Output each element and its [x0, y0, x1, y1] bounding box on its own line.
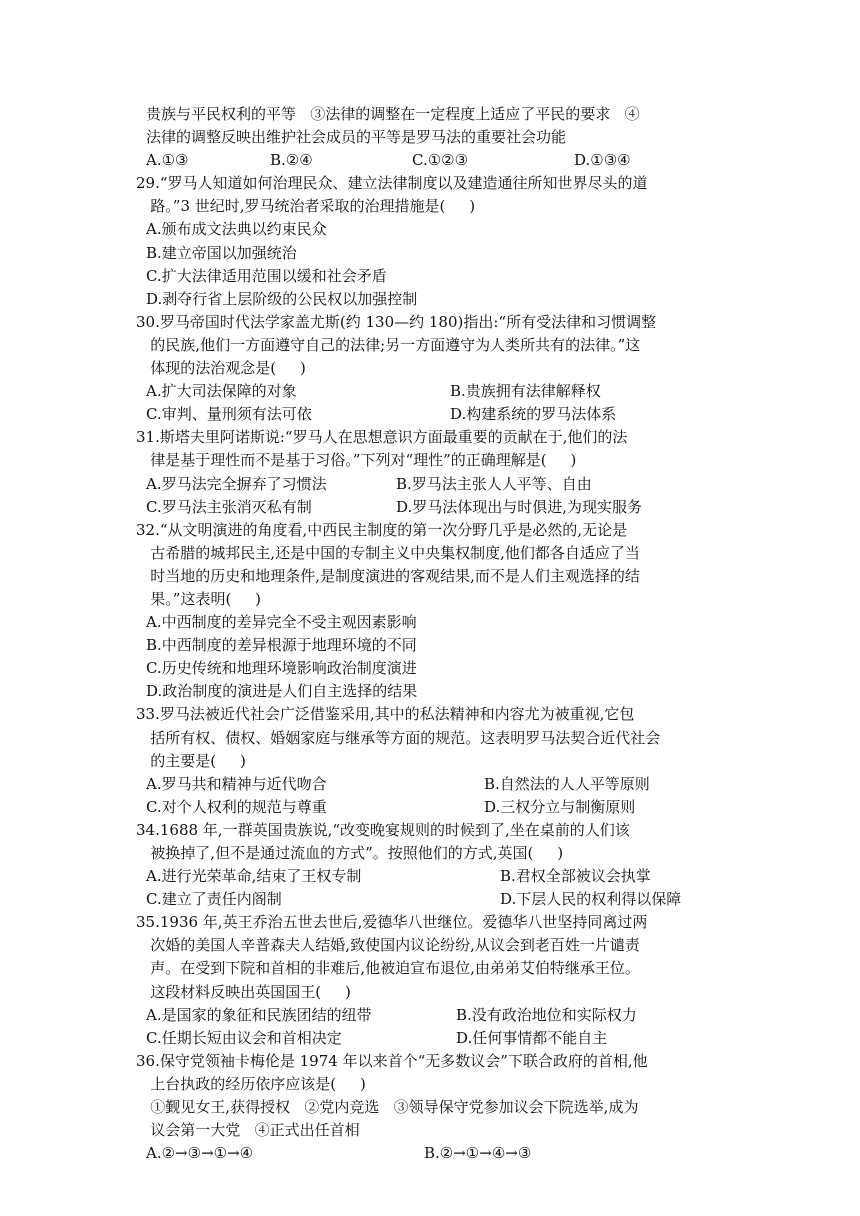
question-text-line: 31.斯塔夫里阿诺斯说:“罗马人在思想意识方面最重要的贡献在于,他们的法: [136, 428, 628, 447]
question-text-line: 议会第一大党 ④正式出任首相: [136, 1121, 360, 1140]
option-row: [146, 403, 746, 426]
question-text-line: 法律的调整反映出维护社会成员的平等是罗马法的重要社会功能: [146, 128, 567, 147]
question-text-line: 被换掉了,但不是通过流血的方式”。按照他们的方式,英国( ): [136, 844, 564, 862]
question-36: [136, 1050, 746, 1165]
question-text-line: 29.“罗马人知道如何治理民众、建立法律制度以及建造通往所知世界尽头的道: [136, 174, 648, 193]
question-text-line: 括所有权、债权、婚姻家庭与继承等方面的规范。这表明罗马法契合近代社会: [136, 728, 661, 747]
option-b[interactable]: B.君权全部被议会执掌: [500, 867, 651, 886]
option-b[interactable]: B.没有政治地位和实际权力: [456, 1005, 637, 1024]
option-d[interactable]: D.下层人民的权利得以保障: [500, 890, 682, 909]
question-32: [136, 519, 746, 704]
question-text-line: 次婚的美国人辛普森夫人结婚,致使国内议论纷纷,从议会到老百姓一片谴责: [136, 936, 640, 955]
question-text-line: 贵族与平民权利的平等 ③法律的调整在一定程度上适应了平民的要求 ④: [146, 105, 640, 123]
option-row: [146, 796, 746, 819]
option-c[interactable]: C.建立了责任内阁制: [146, 890, 282, 909]
option-d[interactable]: D.①③④: [574, 151, 631, 170]
option-d[interactable]: D.构建系统的罗马法体系: [450, 405, 617, 424]
question-text-line: 上台执政的经历依序应该是( ): [136, 1074, 366, 1093]
question-text-line: 声。在受到下院和首相的非难后,他被迫宣布退位,由弟弟艾伯特继承王位。: [136, 959, 640, 978]
option-c[interactable]: C.对个人权利的规范与尊重: [146, 797, 327, 816]
option-d[interactable]: D.三权分立与制衡原则: [484, 797, 636, 816]
option-a[interactable]: A.进行光荣革命,结束了王权专制: [146, 867, 362, 886]
option-a[interactable]: A.罗马共和精神与近代吻合: [146, 774, 327, 793]
option-a[interactable]: A.中西制度的差异完全不受主观因素影响: [146, 613, 417, 632]
option-d[interactable]: D.罗马法体现出与时俱进,为现实服务: [396, 497, 643, 516]
option-c[interactable]: C.罗马法主张消灭私有制: [146, 497, 312, 516]
option-b[interactable]: B.②④: [270, 151, 313, 170]
option-b[interactable]: B.②→①→④→③: [424, 1144, 532, 1163]
question-text-line: 36.保守党领袖卡梅伦是 1974 年以来首个“无多数议会”下联合政府的首相,他: [136, 1051, 648, 1070]
option-row: [146, 496, 746, 519]
option-c[interactable]: C.扩大法律适用范围以缓和社会矛盾: [146, 266, 387, 285]
option-row: [146, 1004, 746, 1027]
option-a[interactable]: A.是国家的象征和民族团结的纽带: [146, 1005, 372, 1024]
question-33: [136, 703, 746, 818]
question-text-line: 古希腊的城邦民主,还是中国的专制主义中央集权制度,他们都各自适应了当: [136, 543, 640, 562]
question-text-line: 路。”3 世纪时,罗马统治者采取的治理措施是( ): [136, 197, 476, 216]
question-31: [136, 426, 746, 518]
question-text-line: 律是基于理性而不是基于习俗。”下列对“理性”的正确理解是( ): [136, 451, 577, 470]
option-d[interactable]: D.任何事情都不能自主: [456, 1028, 608, 1047]
question-text-line: 果。”这表明( ): [136, 589, 262, 608]
option-a[interactable]: A.①③: [146, 151, 189, 170]
option-row: [146, 473, 746, 496]
question-text-line: 33.罗马法被近代社会广泛借鉴采用,其中的私法精神和内容尤为被重视,它包: [136, 705, 635, 724]
option-row: [146, 149, 746, 172]
exam-page: [136, 103, 746, 1165]
option-c[interactable]: C.审判、量刑须有法可依: [146, 405, 312, 424]
option-row: [146, 773, 746, 796]
question-text-line: 这段材料反映出英国国王( ): [136, 982, 351, 1001]
option-a[interactable]: A.扩大司法保障的对象: [146, 382, 297, 401]
option-c[interactable]: C.任期长短由议会和首相决定: [146, 1028, 342, 1047]
question-text-line: 的民族,他们一方面遵守自己的法律;另一方面遵守为人类所共有的法律。”这: [136, 335, 641, 354]
option-c[interactable]: C.①②③: [412, 151, 469, 170]
question-text-line: 34.1688 年,一群英国贵族说,“改变晚宴规则的时候到了,坐在桌前的人们该: [136, 820, 630, 839]
option-row: [146, 1027, 746, 1050]
option-row: [146, 380, 746, 403]
option-a[interactable]: A.罗马法完全摒弃了习惯法: [146, 474, 327, 493]
question-text-line: 时当地的历史和地理条件,是制度演进的客观结果,而不是人们主观选择的结: [136, 566, 640, 585]
question-28-tail: [146, 103, 746, 172]
question-30: [136, 311, 746, 426]
option-d[interactable]: D.剥夺行省上层阶级的公民权以加强控制: [146, 289, 418, 308]
option-a[interactable]: A.②→③→①→④: [146, 1144, 254, 1163]
question-34: [136, 819, 746, 911]
question-text-line: 32.“从文明演进的角度看,中西民主制度的第一次分野几乎是必然的,无论是: [136, 520, 628, 539]
option-d[interactable]: D.政治制度的演进是人们自主选择的结果: [146, 682, 418, 701]
option-row: [146, 865, 746, 888]
option-a[interactable]: A.颁布成文法典以约束民众: [146, 220, 327, 239]
question-29: [136, 172, 746, 311]
option-b[interactable]: B.自然法的人人平等原则: [484, 774, 650, 793]
option-b[interactable]: B.建立帝国以加强统治: [146, 243, 297, 262]
option-row: [146, 888, 746, 911]
option-b[interactable]: B.贵族拥有法律解释权: [450, 382, 601, 401]
question-text-line: 30.罗马帝国时代法学家盖尤斯(约 130—约 180)指出:“所有受法律和习惯调整: [136, 312, 657, 331]
question-text-line: 35.1936 年,英王乔治五世去世后,爱德华八世继位。爱德华八世坚持同离过两: [136, 913, 648, 932]
question-text-line: 体现的法治观念是( ): [136, 359, 306, 378]
option-row: [146, 1142, 746, 1165]
question-text-line: ①觐见女王,获得授权 ②党内竞选 ③领导保守党参加议会下院选举,成为: [136, 1098, 639, 1117]
question-35: [136, 911, 746, 1050]
option-b[interactable]: B.罗马法主张人人平等、自由: [396, 474, 592, 493]
option-b[interactable]: B.中西制度的差异根源于地理环境的不同: [146, 636, 417, 655]
option-c[interactable]: C.历史传统和地理环境影响政治制度演进: [146, 659, 417, 678]
question-text-line: 的主要是( ): [136, 751, 246, 770]
